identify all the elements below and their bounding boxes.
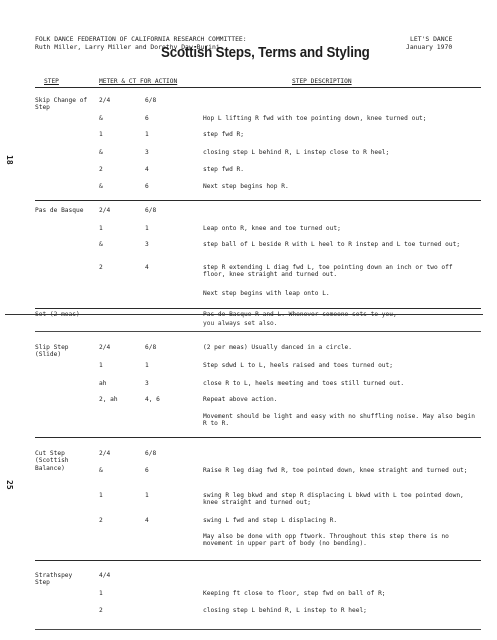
header-rule [35, 87, 481, 88]
meter: 2/4 [99, 97, 111, 104]
meter: 1 [99, 590, 103, 597]
set-step-description-2: you always set also. [203, 320, 278, 327]
description: step fwd R. [203, 166, 244, 173]
column-meter: METER & CT FOR ACTION [99, 78, 178, 85]
bottom-rule [35, 629, 481, 630]
section-rule [35, 560, 481, 561]
section-rule [35, 437, 481, 438]
page-number-18: 18 [5, 155, 14, 165]
meter: 1 [99, 131, 103, 138]
meter: & [99, 149, 103, 156]
meter: 2 [99, 517, 103, 524]
step-name-slip-step: Slip Step (Slide) [35, 344, 69, 359]
meter: 1 [99, 492, 103, 499]
header-date: January 1970 [406, 43, 453, 51]
section-rule [35, 331, 481, 332]
section-rule [35, 308, 481, 309]
meter: & [99, 467, 103, 474]
step-name-strathspey: Strathspey Step [35, 572, 73, 587]
page-number-25: 25 [5, 480, 14, 490]
page-title: Scottish Steps, Terms and Styling [161, 45, 370, 61]
count: 3 [145, 380, 149, 387]
meter: ah [99, 380, 107, 387]
meter: & [99, 241, 103, 248]
count: 6/8 [145, 207, 157, 214]
count: 4 [145, 517, 149, 524]
meter: 2 [99, 607, 103, 614]
count: 4, 6 [145, 396, 160, 403]
count: 3 [145, 149, 149, 156]
step-name-pas-de-basque: Pas de Basque [35, 207, 84, 214]
description: step ball of L beside R with L heel to R instep and L toe turned out; [203, 241, 461, 248]
column-description: STEP DESCRIPTION [292, 78, 352, 85]
strike-line [5, 314, 483, 315]
count: 1 [145, 362, 149, 369]
count: 3 [145, 241, 149, 248]
description: Hop L lifting R fwd with toe pointing down, knee turned out; [203, 115, 427, 122]
count: 6/8 [145, 450, 157, 457]
meter: 2, ah [99, 396, 118, 403]
description: Next step begins with leap onto L. [203, 290, 330, 297]
meter: 1 [99, 362, 103, 369]
header-magazine: LET'S DANCE [410, 35, 453, 43]
description: May also be done with opp ftwork. Throughout this step there is no movement in upper part of body (no bending). [203, 533, 449, 548]
description: Movement should be light and easy with no shuffling noise. May also begin R to R. [203, 413, 475, 428]
step-name-skip-change: Skip Change of Step [35, 97, 88, 112]
description: close R to L, heels meeting and toes still turned out. [203, 380, 405, 387]
meter: 2/4 [99, 207, 111, 214]
description: Keeping ft close to floor, step fwd on ball of R; [203, 590, 386, 597]
meter: & [99, 115, 103, 122]
count: 6/8 [145, 344, 157, 351]
count: 4 [145, 166, 149, 173]
count: 6 [145, 183, 149, 190]
meter: & [99, 183, 103, 190]
count: 6/8 [145, 97, 157, 104]
meter: 2 [99, 166, 103, 173]
count: 1 [145, 225, 149, 232]
description: Next step begins hop R. [203, 183, 289, 190]
header-org: FOLK DANCE FEDERATION OF CALIFORNIA RESEARCH COMMITTEE: [35, 35, 247, 43]
count: 1 [145, 131, 149, 138]
description: closing step L behind R, L instep to R heel; [203, 607, 367, 614]
step-name-cut-step: Cut Step (Scottish Balance) [35, 450, 69, 472]
description: Raise R leg diag fwd R, toe pointed down, knee straight and turned out; [203, 467, 468, 474]
description: swing R leg bkwd and step R displacing L bkwd with L toe pointed down, knee straight and turned out; [203, 492, 464, 507]
description: step fwd R; [203, 131, 244, 138]
count: 6 [145, 115, 149, 122]
description: closing step L behind R, L instep close to R heel; [203, 149, 390, 156]
description: Leap onto R, knee and toe turned out; [203, 225, 341, 232]
meter: 2/4 [99, 450, 111, 457]
description: step R extending L diag fwd L, toe pointing down an inch or two off floor, knee straight and turned out. [203, 264, 453, 279]
meter: 1 [99, 225, 103, 232]
description: Repeat above action. [203, 396, 278, 403]
description: Step sdwd L to L, heels raised and toes turned out; [203, 362, 393, 369]
meter: 4/4 [99, 572, 111, 579]
count: 1 [145, 492, 149, 499]
header-authors: Ruth Miller, Larry Miller and Dorothy Daw Burini [35, 43, 220, 51]
meter: 2/4 [99, 344, 111, 351]
section-rule [35, 200, 481, 201]
description: swing L fwd and step L displacing R. [203, 517, 338, 524]
column-step: STEP [44, 78, 59, 85]
meter: 2 [99, 264, 103, 271]
count: 4 [145, 264, 149, 271]
count: 6 [145, 467, 149, 474]
description: (2 per meas) Usually danced in a circle. [203, 344, 353, 351]
